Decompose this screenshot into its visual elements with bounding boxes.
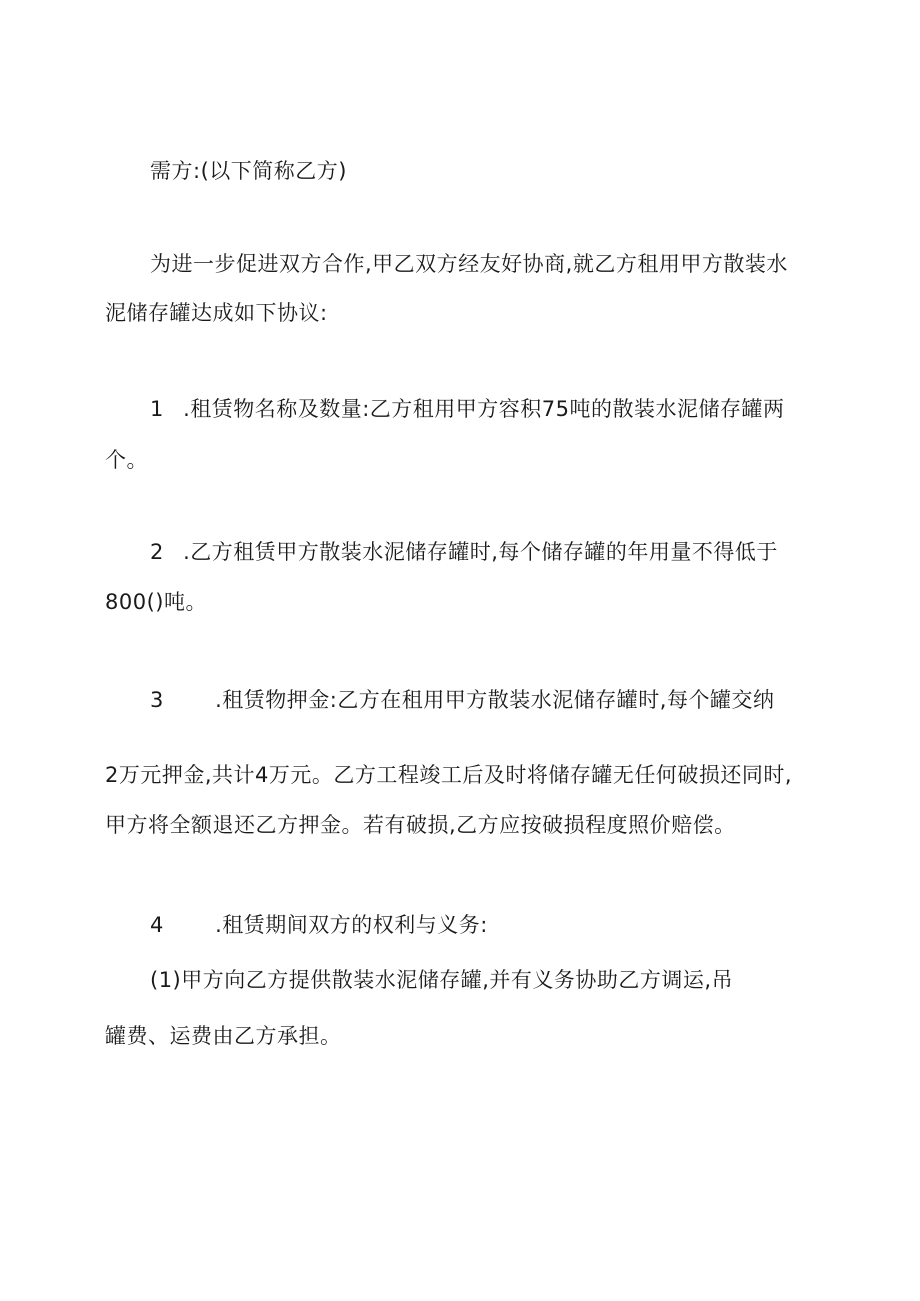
- intro-line-2: 泥储存罐达成如下协议:: [105, 301, 328, 325]
- clause-3: [150, 686, 775, 714]
- clause-2-line-2: 800()吨。: [105, 590, 207, 614]
- clause-number: 1: [150, 397, 164, 421]
- clause-number: 4: [150, 913, 164, 937]
- clause-4: [150, 911, 488, 939]
- clause-number: 2: [150, 540, 164, 564]
- clause-4-sub-1-line-2: 罐费、运费由乙方承担。: [105, 1024, 342, 1048]
- clause-4-sub-1: (1)甲方向乙方提供散装水泥储存罐,并有义务协助乙方调运,吊: [150, 968, 734, 992]
- clause-3-line-3: 甲方将全额退还乙方押金。若有破损,乙方应按破损程度照价赔偿。: [105, 813, 736, 837]
- clause-1-line-2: 个。: [105, 448, 148, 472]
- intro-line-1: 为进一步促进双方合作,甲乙双方经友好协商,就乙方租用甲方散装水: [150, 252, 788, 276]
- clause-text: .租赁物名称及数量:乙方租用甲方容积75吨的散装水泥储存罐两: [183, 397, 785, 421]
- clause-number: 3: [150, 688, 164, 712]
- clause-1: [150, 395, 785, 423]
- clause-2: [150, 538, 778, 566]
- demand-party-line: 需方:(以下简称乙方): [150, 159, 347, 183]
- clause-text: .乙方租赁甲方散装水泥储存罐时,每个储存罐的年用量不得低于: [183, 540, 778, 564]
- clause-text: .租赁期间双方的权利与义务:: [215, 913, 488, 937]
- clause-3-line-2: 2万元押金,共计4万元。乙方工程竣工后及时将储存罐无任何破损还同时,: [105, 763, 793, 787]
- clause-text: .租赁物押金:乙方在租用甲方散装水泥储存罐时,每个罐交纳: [215, 688, 775, 712]
